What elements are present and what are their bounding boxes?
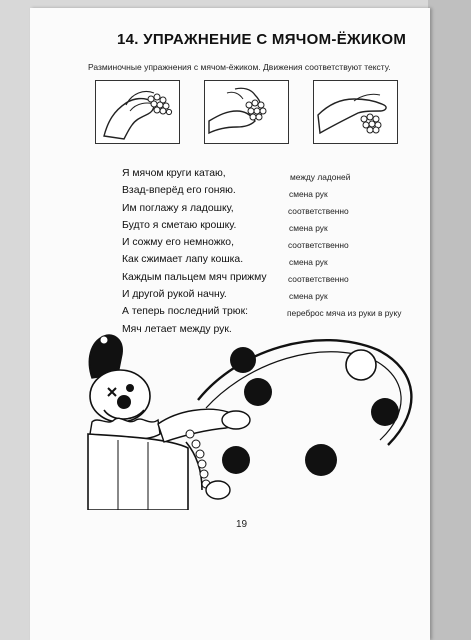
movement-note: смена рук bbox=[289, 291, 328, 301]
poem-line: Им поглажу я ладошку, bbox=[122, 202, 234, 214]
poem-line: И другой рукой начну. bbox=[122, 289, 227, 301]
intro-text: Разминочные упражнения с мячом-ёжиком. Движения соответствуют тексту. bbox=[88, 62, 391, 72]
poem-line: Мяч летает между рук. bbox=[122, 323, 232, 335]
movement-note: соответственно bbox=[288, 240, 349, 250]
hand-pressing-ball-icon bbox=[313, 80, 398, 144]
poem-line: Как сжимает лапу кошка. bbox=[122, 254, 244, 266]
poem-line: Каждым пальцем мяч прижму bbox=[122, 271, 267, 283]
poem-line: Взад-вперёд его гоняю. bbox=[122, 185, 236, 197]
movement-note: смена рук bbox=[289, 223, 328, 233]
movement-note: соответственно bbox=[288, 274, 349, 284]
movement-note: переброс мяча из руки в руку bbox=[287, 308, 402, 318]
poem-line: Будто я сметаю крошку. bbox=[122, 219, 237, 231]
poem-line: А теперь последний трюк: bbox=[122, 306, 248, 318]
page-number: 19 bbox=[236, 519, 248, 530]
hand-rolling-ball-icon bbox=[95, 80, 180, 144]
clown-juggling-illustration bbox=[78, 330, 418, 515]
movement-note: между ладоней bbox=[290, 172, 351, 182]
movement-note: смена рук bbox=[289, 257, 328, 267]
page-title: 14. УПРАЖНЕНИЕ С МЯЧОМ-ЁЖИКОМ bbox=[117, 31, 407, 48]
hand-squeezing-ball-icon bbox=[204, 80, 289, 144]
movement-note: соответственно bbox=[288, 206, 349, 216]
poem-line: И сожму его немножко, bbox=[122, 237, 234, 249]
poem bbox=[122, 165, 267, 338]
poem-line: Я мячом круги катаю, bbox=[122, 168, 226, 179]
movement-note: смена рук bbox=[289, 189, 328, 199]
page-edge-shadow bbox=[428, 0, 471, 640]
